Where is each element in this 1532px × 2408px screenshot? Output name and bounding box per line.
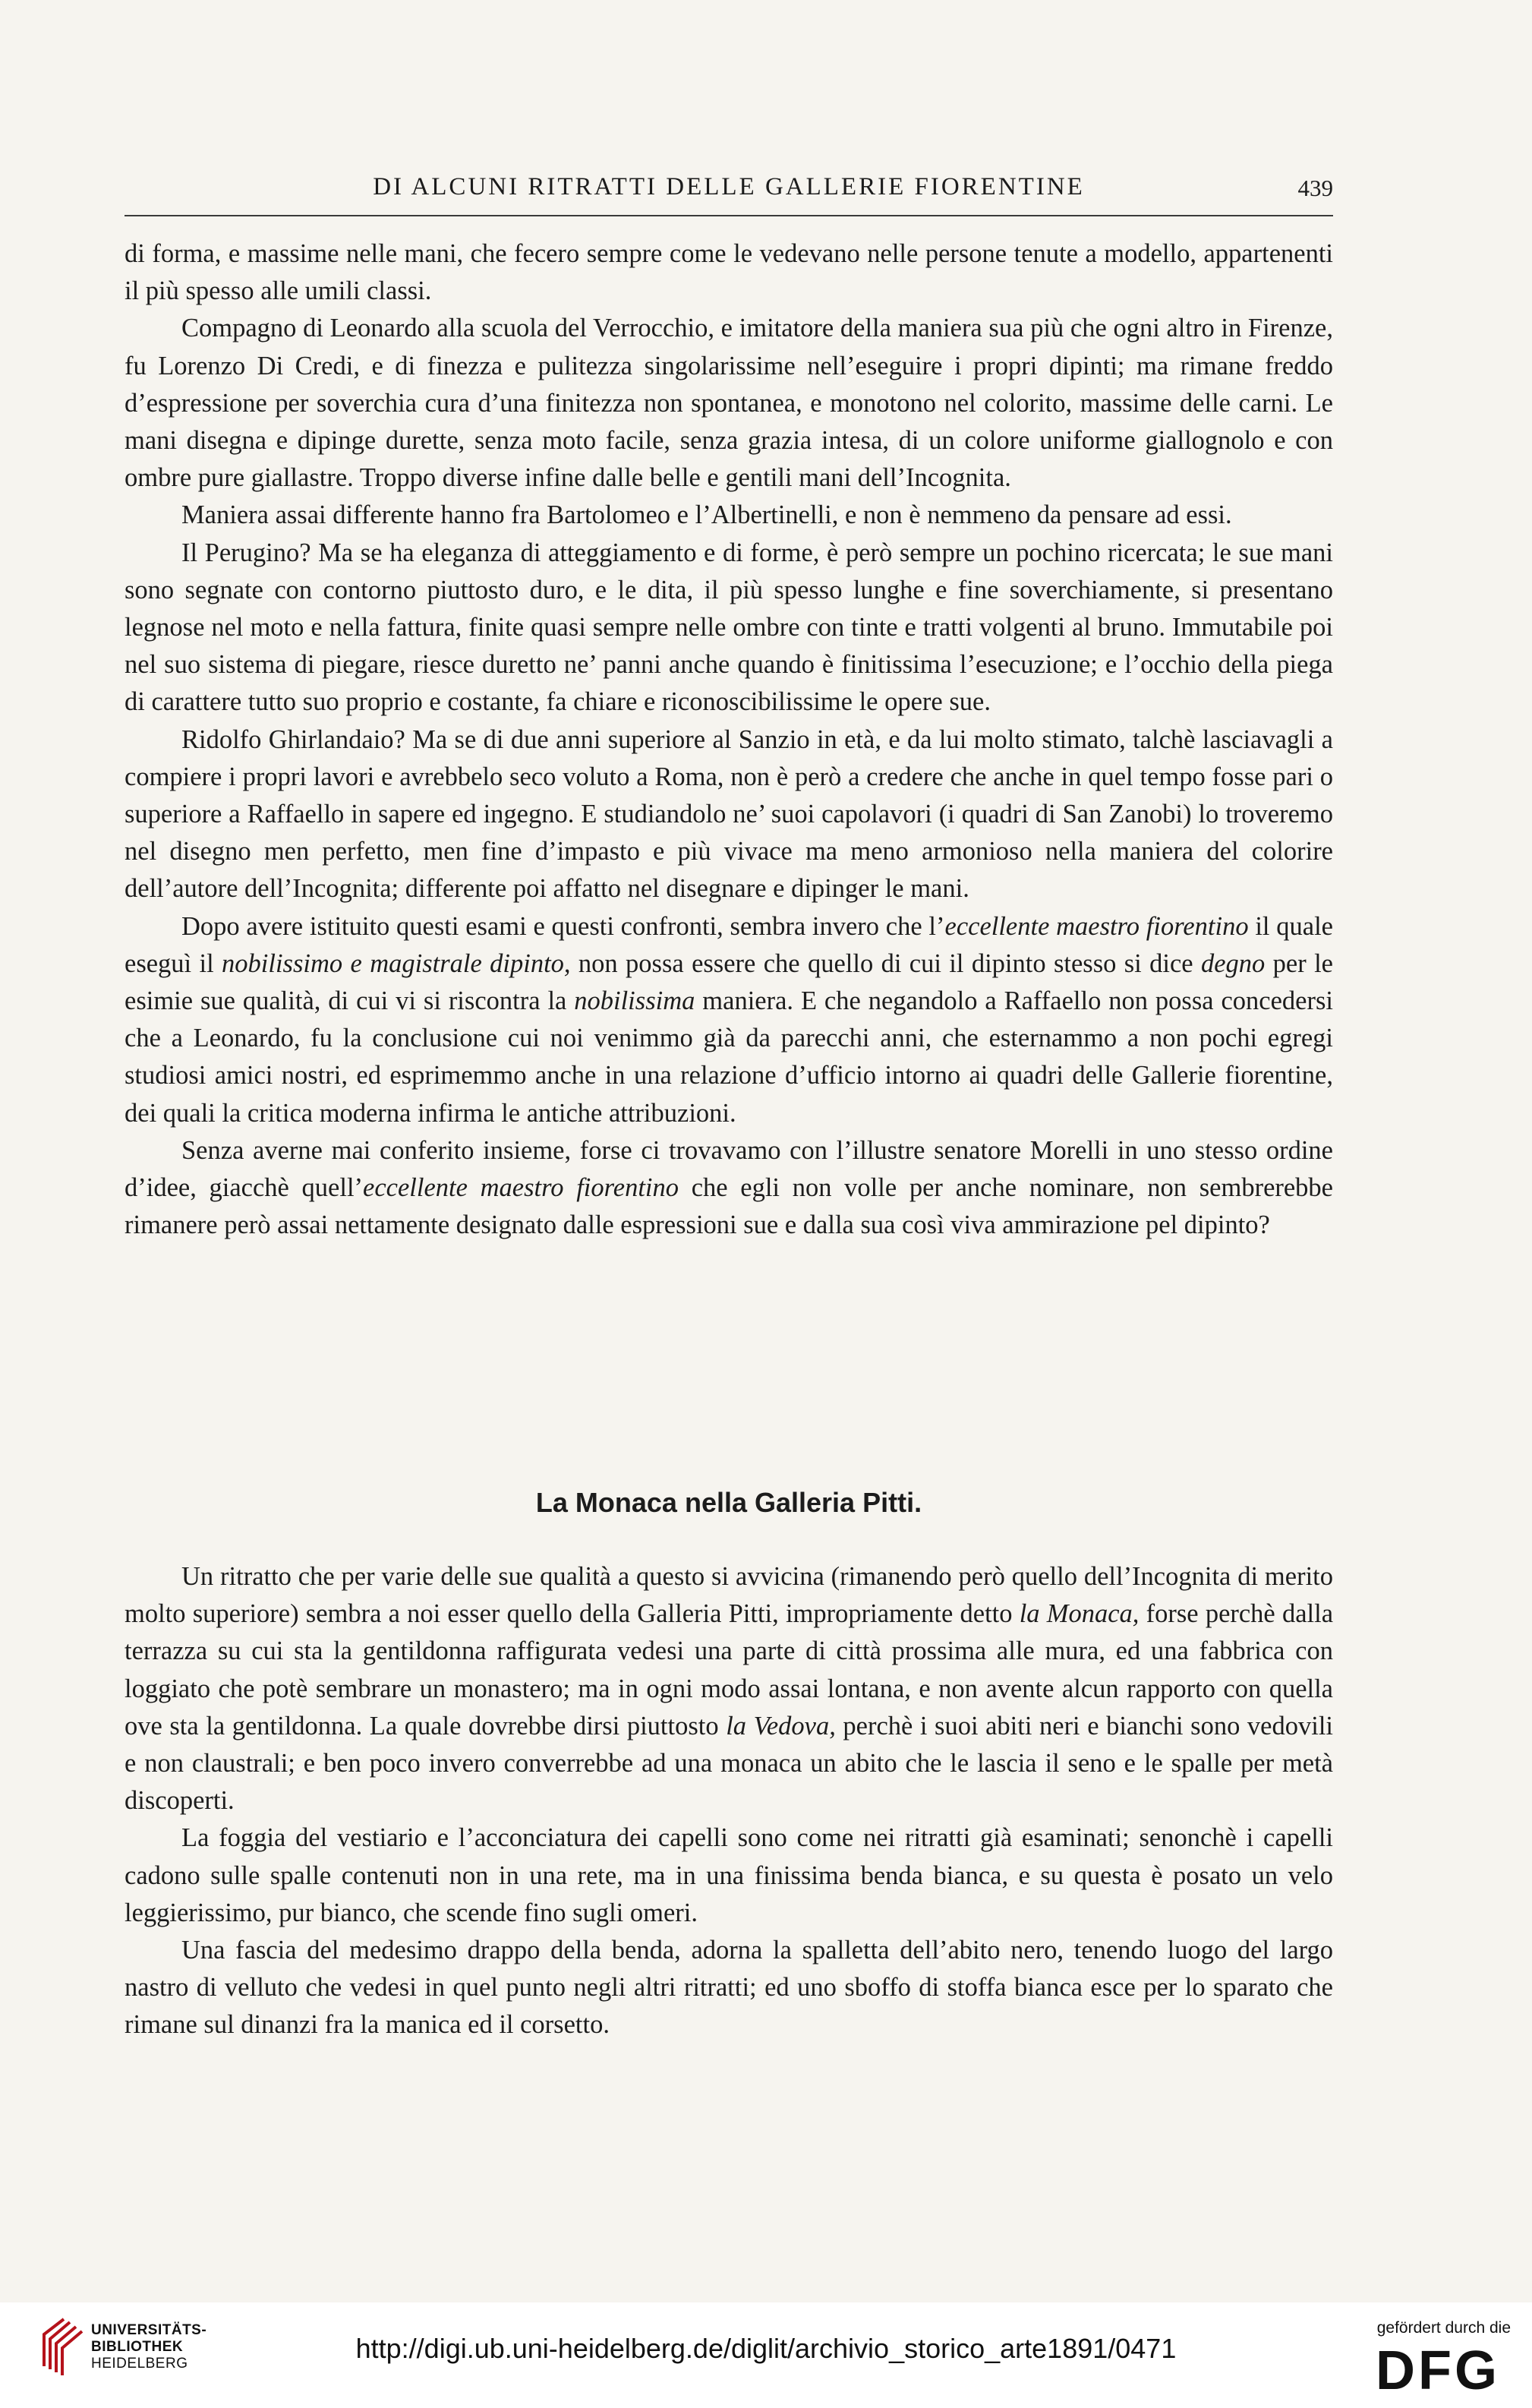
italic-phrase: nobilissimo e magistrale dipinto, <box>222 948 571 978</box>
paragraph: Il Perugino? Ma se ha eleganza di atteggiamento e di forme, è però sempre un pochino ricercata; le sue mani sono segnate con contorno piuttosto duro, e le dita, il più spesso lunghe e fine soverchiamente, si presentano legnose nel moto e nella fattura, finite quasi sempre nelle ombre con tinte e tratti volgenti al bruno. Immutabile poi nel suo sistema di piegare, riesce duretto ne’ panni anche quando è finitissima l’esecuzione; e l’occhio della piega di carattere tutto suo proprio e costante, fa chiare e riconoscibilissime le opere sue. <box>125 538 1333 717</box>
paragraph: La foggia del vestiario e l’acconciatura dei capelli sono come nei ritratti già esaminati; senonchè i capelli cadono sulle spalle contenuti non in una rete, ma in una finissima benda bianca, e su questa è posato un velo leggierissimo, pur bianco, che scende fino sugli omeri. <box>125 1823 1333 1927</box>
italic-phrase: la Monaca, <box>1019 1599 1140 1629</box>
source-url-link[interactable]: http://digi.ub.uni-heidelberg.de/diglit/archivio_storico_arte1891/0471 <box>355 2333 1177 2364</box>
library-line: UNIVERSITÄTS- <box>91 2322 207 2338</box>
paragraph: Maniera assai differente hanno fra Bartolomeo e l’Albertinelli, e non è nemmeno da pensare ad essi. <box>181 500 1232 530</box>
library-line: HEIDELBERG <box>91 2356 188 2372</box>
paragraph: Una fascia del medesimo drappo della benda, adorna la spalletta dell’abito nero, tenendo luogo del largo nastro di velluto che vedesi in quel punto negli altri ritratti; ed uno sboffo di stoffa bianca esce per lo sparato che rimane sul dinanzi fra la manica ed il corsetto. <box>125 1936 1333 2040</box>
paragraph: Dopo avere istituito questi esami e questi confronti, sembra invero che l’eccellente maestro fiorentino il quale eseguì il nobilissimo e magistrale dipinto, non possa essere che quello di cui il dipinto stesso si dice degno per le esimie sue qualità, di cui vi si riscontra la nobilissima maniera. E che negandolo a Raffaello non possa concedersi che a Leonardo, fu la conclusione cui noi venimmo già da parecchi anni, che esternammo a non pochi egregi studiosi amici nostri, ed esprimemmo anche in una relazione d’ufficio intorno ai quadri delle Gallerie fiorentine, dei quali la critica moderna infirma le antiche attribuzioni. <box>125 911 1333 1128</box>
section-body-text <box>125 1558 1333 2044</box>
running-header <box>125 169 1333 208</box>
funding-note: gefördert durch die <box>1376 2319 1511 2337</box>
italic-phrase: nobilissima <box>574 986 695 1016</box>
italic-phrase: eccellente maestro fiorentino <box>363 1173 679 1203</box>
italic-phrase: degno <box>1200 948 1266 978</box>
header-rule <box>125 215 1333 216</box>
paragraph: Un ritratto che per varie delle sue qualità a questo si avvicina (rimanendo però quello dell’Incognita di merito molto superiore) sembra a noi esser quello della Galleria Pitti, impropriamente detto la Monaca, forse perchè dalla terrazza su cui sta la gentildonna raffigurata vedesi una parte di città prossima alle mura, ed una fabbrica con loggiato che potè sembrare un monastero; ma in ogni modo assai lontana, e non avente alcun rapporto con quella ove sta la gentildonna. La quale dovrebbe dirsi piuttosto la Vedova, perchè i suoi abiti neri e bianchi sono vedovili e non claustrali; e ben poco invero converrebbe ad una monaca un abito che le lascia il seno e le spalle per metà discoperti. <box>125 1562 1334 1816</box>
section-heading: La Monaca nella Galleria Pitti. <box>535 1487 922 1518</box>
digitization-footer <box>0 2302 1532 2408</box>
paragraph: Ridolfo Ghirlandaio? Ma se di due anni superiore al Sanzio in età, e da lui molto stimato, talchè lasciavagli a compiere i propri lavori e avrebbelo seco voluto a Roma, non è però a credere che anche in quel tempo fosse pari o superiore a Raffaello in sapere ed ingegno. E studiandolo ne’ suoi capolavori (i quadri di San Zanobi) lo troveremo nel disegno men perfetto, men fine d’impasto e più vivace ma meno armonioso nella maniera del colorire dell’autore dell’Incognita; differente poi affatto nel disegnare e dipinger le mani. <box>125 724 1333 904</box>
paragraph: Senza averne mai conferito insieme, forse ci trovavamo con l’illustre senatore Morelli in uno stesso ordine d’idee, giacchè quell’eccellente maestro fiorentino che egli non volle per anche nominare, non sembrerebbe rimanere però assai nettamente designato dalle espressioni sue e dalla sua così viva ammirazione pel dipinto? <box>125 1135 1333 1240</box>
italic-phrase: eccellente maestro fiorentino <box>944 911 1249 941</box>
library-line: BIBLIOTHEK <box>91 2339 184 2355</box>
running-title: DI ALCUNI RITRATTI DELLE GALLERIE FIORENTINE <box>373 173 1085 200</box>
page-number: 439 <box>1297 175 1333 201</box>
body-text <box>125 235 1333 1244</box>
paragraph: di forma, e massime nelle mani, che fecero sempre come le vedevano nelle persone tenute a modello, appartenenti il più spesso alle umili classi. <box>125 239 1333 306</box>
dfg-logo-text: DFG <box>1376 2345 1500 2394</box>
paragraph: Compagno di Leonardo alla scuola del Verrocchio, e imitatore della maniera sua più che ogni altro in Firenze, fu Lorenzo Di Credi, e di finezza e pulitezza singolarissime nell’eseguire i propri dipinti; ma rimane freddo d’espressione per soverchia cura d’una finitezza non spontanea, e monotono nel colorito, massime delle carni. Le mani disegna e dipinge durette, senza moto facile, senza grazia intesa, di un colore uniforme giallognolo e con ombre pure giallastre. Troppo diverse infine dalle belle e gentili mani dell’Incognita. <box>125 314 1333 493</box>
dfg-logo-icon <box>1363 2345 1512 2394</box>
italic-phrase: la Vedova, <box>726 1711 836 1741</box>
